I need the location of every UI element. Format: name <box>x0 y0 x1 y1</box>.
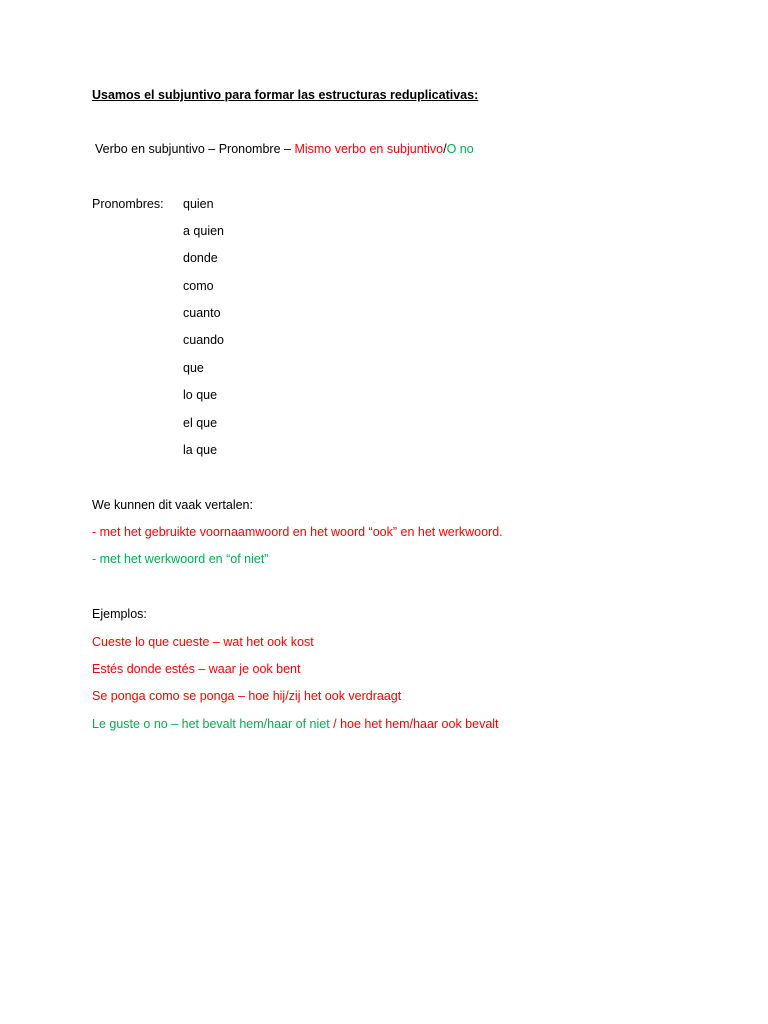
translation-intro: We kunnen dit vaak vertalen: <box>92 498 253 512</box>
pronoun-item: la que <box>183 443 218 457</box>
pronoun-item: a quien <box>183 224 225 238</box>
pronoun-item: el que <box>183 416 218 430</box>
pronoun-item: lo que <box>183 388 218 402</box>
structure-formula <box>95 141 474 157</box>
structure-part-o-no: O no <box>446 142 474 156</box>
example-4 <box>92 716 499 732</box>
pronoun-item: donde <box>183 251 218 265</box>
pronoun-item: que <box>183 361 204 375</box>
pronoun-item: como <box>183 279 214 293</box>
example-2: Estés donde estés – waar je ook bent <box>92 662 301 676</box>
example-1: Cueste lo que cueste – wat het ook kost <box>92 635 314 649</box>
structure-slash: / <box>443 142 447 156</box>
document-title: Usamos el subjuntivo para formar las estructuras reduplicativas: <box>92 88 479 102</box>
structure-part-same-verb: Mismo verbo en subjuntivo <box>294 142 444 156</box>
examples-label: Ejemplos: <box>92 607 147 621</box>
translation-option-1: - met het gebruikte voornaamwoord en het woord “ook” en het werkwoord. <box>92 525 503 539</box>
pronoun-item: cuando <box>183 333 225 347</box>
translation-option-2: - met het werkwoord en “of niet” <box>92 552 269 566</box>
pronoun-item: quien <box>183 197 214 211</box>
example-3: Se ponga como se ponga – hoe hij/zij het ook verdraagt <box>92 689 402 703</box>
pronoun-item: cuanto <box>183 306 221 320</box>
structure-part-verb-pronoun: Verbo en subjuntivo – Pronombre – <box>95 142 295 156</box>
example-4-red-part: / hoe het hem/haar ook bevalt <box>329 717 499 731</box>
pronouns-label: Pronombres: <box>92 197 164 211</box>
example-4-green-part: Le guste o no – het bevalt hem/haar of niet <box>92 717 330 731</box>
